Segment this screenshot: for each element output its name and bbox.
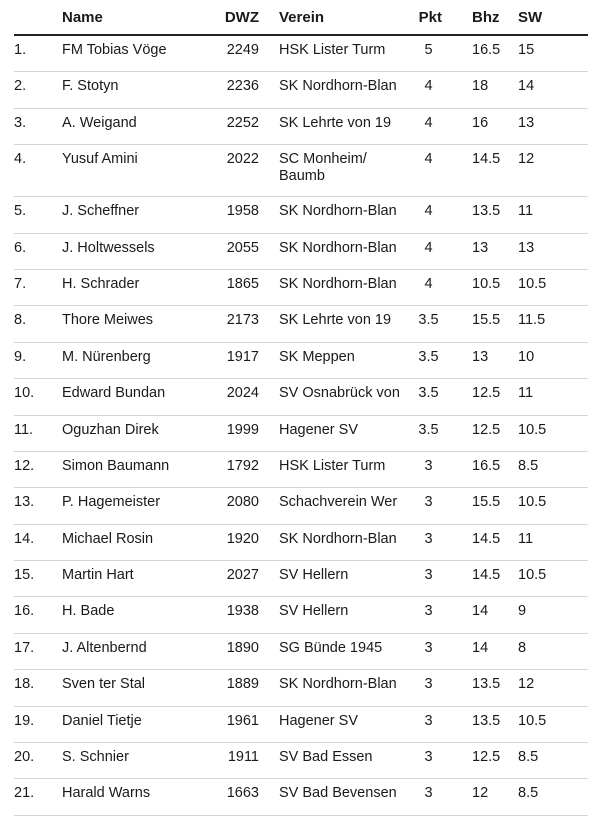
- cell-name: A. Weigand: [62, 108, 212, 144]
- cell-verein: SK Nordhorn-Blan: [267, 524, 407, 560]
- table-row: [14, 145, 588, 197]
- cell-sw: 10.5: [512, 488, 588, 524]
- cell-sw: 11: [512, 379, 588, 415]
- cell-dwz: 2080: [212, 488, 267, 524]
- cell-sw: 13: [512, 108, 588, 144]
- table-row: [14, 233, 588, 269]
- table-row: [14, 269, 588, 305]
- cell-bhz: 13.5: [450, 706, 512, 742]
- header-rank: [14, 0, 62, 35]
- cell-bhz: 15.5: [450, 488, 512, 524]
- cell-sw: 13: [512, 233, 588, 269]
- header-sw: SW: [512, 0, 588, 35]
- table-row: [14, 108, 588, 144]
- cell-bhz: 15.5: [450, 306, 512, 342]
- cell-rank: 12.: [14, 451, 62, 487]
- cell-name: Edward Bundan: [62, 379, 212, 415]
- cell-sw: 11: [512, 197, 588, 233]
- cell-rank: 18.: [14, 670, 62, 706]
- cell-dwz: 1917: [212, 342, 267, 378]
- cell-name: Yusuf Amini: [62, 145, 212, 197]
- cell-name: J. Holtwessels: [62, 233, 212, 269]
- cell-verein: SC Monheim/ Baumb: [267, 145, 407, 197]
- cell-bhz: 12.5: [450, 379, 512, 415]
- cell-name: Simon Baumann: [62, 451, 212, 487]
- cell-pkt: 4: [407, 197, 450, 233]
- cell-pkt: 3.5: [407, 415, 450, 451]
- cell-name: Sven ter Stal: [62, 670, 212, 706]
- cell-name: H. Bade: [62, 597, 212, 633]
- cell-bhz: 14.5: [450, 145, 512, 197]
- cell-verein: HSK Lister Turm: [267, 35, 407, 72]
- cell-name: H. Schrader: [62, 269, 212, 305]
- standings-table: [14, 0, 588, 816]
- cell-rank: 1.: [14, 35, 62, 72]
- cell-pkt: 3: [407, 488, 450, 524]
- cell-pkt: 3.5: [407, 342, 450, 378]
- cell-verein: SK Nordhorn-Blan: [267, 670, 407, 706]
- cell-sw: 12: [512, 145, 588, 197]
- cell-name: Daniel Tietje: [62, 706, 212, 742]
- cell-dwz: 1961: [212, 706, 267, 742]
- cell-verein: HSK Lister Turm: [267, 451, 407, 487]
- cell-sw: 15: [512, 35, 588, 72]
- cell-pkt: 5: [407, 35, 450, 72]
- cell-rank: 2.: [14, 72, 62, 108]
- cell-rank: 20.: [14, 743, 62, 779]
- cell-bhz: 13.5: [450, 670, 512, 706]
- table-row: [14, 306, 588, 342]
- cell-rank: 11.: [14, 415, 62, 451]
- table-row: [14, 35, 588, 72]
- cell-name: J. Scheffner: [62, 197, 212, 233]
- cell-pkt: 3: [407, 743, 450, 779]
- cell-dwz: 2249: [212, 35, 267, 72]
- table-row: [14, 342, 588, 378]
- cell-name: Oguzhan Direk: [62, 415, 212, 451]
- cell-sw: 10: [512, 342, 588, 378]
- cell-verein: SV Hellern: [267, 561, 407, 597]
- table-row: [14, 451, 588, 487]
- cell-verein: SK Nordhorn-Blan: [267, 72, 407, 108]
- cell-rank: 8.: [14, 306, 62, 342]
- cell-dwz: 1999: [212, 415, 267, 451]
- cell-dwz: 2236: [212, 72, 267, 108]
- table-row: [14, 72, 588, 108]
- cell-bhz: 12.5: [450, 743, 512, 779]
- cell-sw: 11: [512, 524, 588, 560]
- cell-dwz: 2055: [212, 233, 267, 269]
- cell-bhz: 10.5: [450, 269, 512, 305]
- cell-name: FM Tobias Vöge: [62, 35, 212, 72]
- cell-bhz: 14.5: [450, 524, 512, 560]
- cell-pkt: 4: [407, 269, 450, 305]
- cell-verein: Hagener SV: [267, 706, 407, 742]
- cell-bhz: 12: [450, 779, 512, 815]
- cell-name: F. Stotyn: [62, 72, 212, 108]
- cell-dwz: 1663: [212, 779, 267, 815]
- cell-bhz: 16: [450, 108, 512, 144]
- cell-verein: Schachverein Wer: [267, 488, 407, 524]
- standings-body: [14, 35, 588, 815]
- cell-rank: 10.: [14, 379, 62, 415]
- cell-pkt: 3: [407, 561, 450, 597]
- table-row: [14, 524, 588, 560]
- cell-name: M. Nürenberg: [62, 342, 212, 378]
- cell-bhz: 13: [450, 342, 512, 378]
- cell-rank: 21.: [14, 779, 62, 815]
- header-name: Name: [62, 0, 212, 35]
- cell-dwz: 1890: [212, 633, 267, 669]
- cell-dwz: 1792: [212, 451, 267, 487]
- cell-pkt: 3: [407, 597, 450, 633]
- cell-dwz: 2173: [212, 306, 267, 342]
- cell-pkt: 3: [407, 706, 450, 742]
- cell-verein: SK Meppen: [267, 342, 407, 378]
- cell-name: Martin Hart: [62, 561, 212, 597]
- cell-dwz: 2027: [212, 561, 267, 597]
- cell-dwz: 1865: [212, 269, 267, 305]
- cell-pkt: 4: [407, 145, 450, 197]
- cell-verein: SV Bad Essen: [267, 743, 407, 779]
- cell-verein: SG Bünde 1945: [267, 633, 407, 669]
- cell-name: S. Schnier: [62, 743, 212, 779]
- header-pkt: Pkt: [407, 0, 450, 35]
- cell-bhz: 12.5: [450, 415, 512, 451]
- cell-verein: Hagener SV: [267, 415, 407, 451]
- cell-dwz: 1889: [212, 670, 267, 706]
- cell-verein: SK Nordhorn-Blan: [267, 197, 407, 233]
- cell-name: Harald Warns: [62, 779, 212, 815]
- cell-bhz: 16.5: [450, 35, 512, 72]
- cell-sw: 10.5: [512, 561, 588, 597]
- cell-dwz: 2022: [212, 145, 267, 197]
- cell-verein: SK Lehrte von 19: [267, 306, 407, 342]
- cell-verein: SK Nordhorn-Blan: [267, 233, 407, 269]
- cell-sw: 12: [512, 670, 588, 706]
- header-bhz: Bhz: [450, 0, 512, 35]
- table-row: [14, 670, 588, 706]
- table-row: [14, 779, 588, 815]
- cell-dwz: 1938: [212, 597, 267, 633]
- cell-bhz: 13: [450, 233, 512, 269]
- table-row: [14, 379, 588, 415]
- cell-rank: 7.: [14, 269, 62, 305]
- cell-name: P. Hagemeister: [62, 488, 212, 524]
- cell-bhz: 14.5: [450, 561, 512, 597]
- cell-pkt: 3: [407, 670, 450, 706]
- cell-rank: 17.: [14, 633, 62, 669]
- cell-rank: 16.: [14, 597, 62, 633]
- cell-rank: 13.: [14, 488, 62, 524]
- table-row: [14, 633, 588, 669]
- cell-sw: 8.5: [512, 779, 588, 815]
- cell-sw: 9: [512, 597, 588, 633]
- cell-pkt: 3: [407, 633, 450, 669]
- table-row: [14, 488, 588, 524]
- cell-verein: SV Bad Bevensen: [267, 779, 407, 815]
- cell-sw: 10.5: [512, 269, 588, 305]
- cell-rank: 5.: [14, 197, 62, 233]
- cell-pkt: 4: [407, 108, 450, 144]
- header-verein: Verein: [267, 0, 407, 35]
- cell-sw: 8: [512, 633, 588, 669]
- cell-pkt: 3: [407, 779, 450, 815]
- cell-verein: SK Lehrte von 19: [267, 108, 407, 144]
- cell-bhz: 14: [450, 597, 512, 633]
- header-row: [14, 0, 588, 35]
- cell-pkt: 3.5: [407, 379, 450, 415]
- cell-sw: 11.5: [512, 306, 588, 342]
- cell-dwz: 1911: [212, 743, 267, 779]
- cell-sw: 10.5: [512, 415, 588, 451]
- cell-rank: 19.: [14, 706, 62, 742]
- cell-bhz: 16.5: [450, 451, 512, 487]
- cell-pkt: 4: [407, 233, 450, 269]
- table-row: [14, 706, 588, 742]
- cell-pkt: 3.5: [407, 306, 450, 342]
- cell-sw: 8.5: [512, 743, 588, 779]
- cell-sw: 10.5: [512, 706, 588, 742]
- header-dwz: DWZ: [212, 0, 267, 35]
- cell-verein: SV Osnabrück von: [267, 379, 407, 415]
- table-row: [14, 197, 588, 233]
- table-row: [14, 415, 588, 451]
- cell-pkt: 3: [407, 524, 450, 560]
- cell-pkt: 3: [407, 451, 450, 487]
- cell-name: Thore Meiwes: [62, 306, 212, 342]
- table-row: [14, 743, 588, 779]
- cell-dwz: 2024: [212, 379, 267, 415]
- table-row: [14, 561, 588, 597]
- cell-rank: 9.: [14, 342, 62, 378]
- cell-bhz: 13.5: [450, 197, 512, 233]
- cell-rank: 3.: [14, 108, 62, 144]
- cell-rank: 6.: [14, 233, 62, 269]
- cell-bhz: 18: [450, 72, 512, 108]
- cell-sw: 14: [512, 72, 588, 108]
- cell-name: Michael Rosin: [62, 524, 212, 560]
- cell-pkt: 4: [407, 72, 450, 108]
- cell-dwz: 1958: [212, 197, 267, 233]
- cell-rank: 14.: [14, 524, 62, 560]
- table-row: [14, 597, 588, 633]
- cell-bhz: 14: [450, 633, 512, 669]
- cell-dwz: 1920: [212, 524, 267, 560]
- cell-rank: 15.: [14, 561, 62, 597]
- cell-sw: 8.5: [512, 451, 588, 487]
- cell-verein: SK Nordhorn-Blan: [267, 269, 407, 305]
- cell-dwz: 2252: [212, 108, 267, 144]
- cell-name: J. Altenbernd: [62, 633, 212, 669]
- cell-rank: 4.: [14, 145, 62, 197]
- cell-verein: SV Hellern: [267, 597, 407, 633]
